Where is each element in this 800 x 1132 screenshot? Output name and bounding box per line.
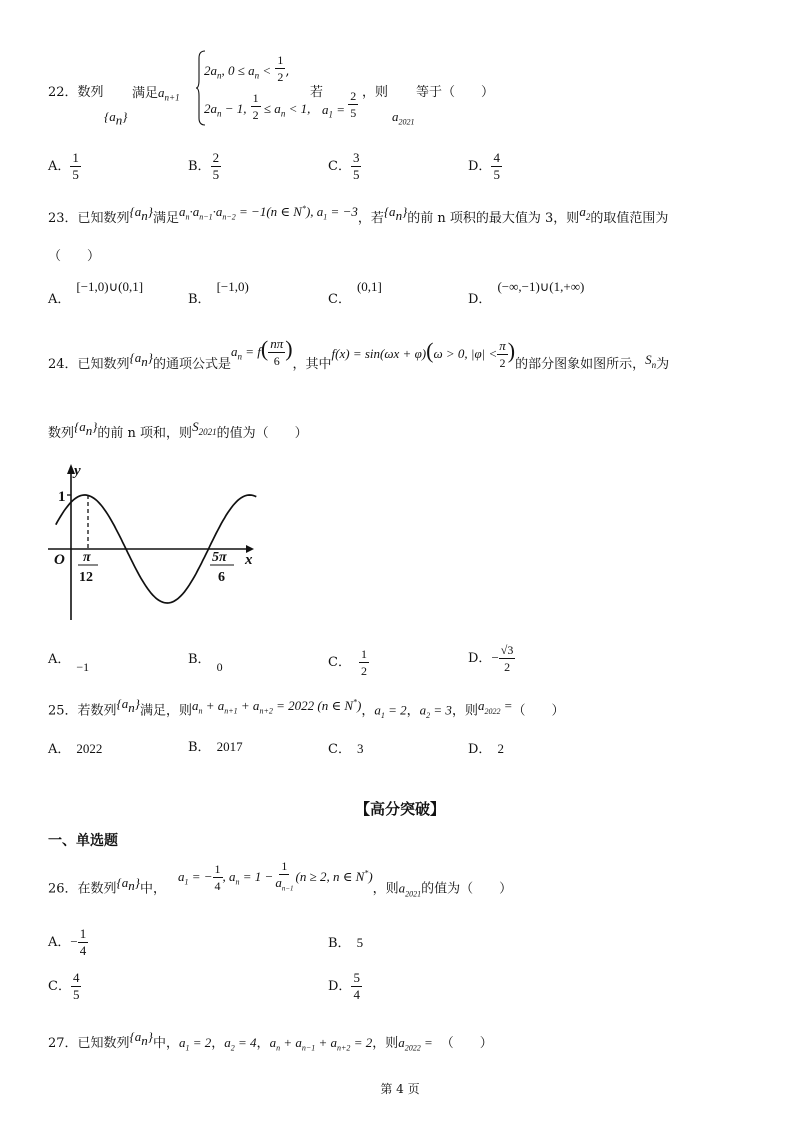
- q26-option-c[interactable]: C． $\frac{4}{5}$: [48, 970, 80, 1002]
- q26-option-b[interactable]: B． 5: [328, 935, 364, 951]
- q25-option-c[interactable]: C． 3: [328, 741, 364, 757]
- origin-label: O: [54, 552, 65, 568]
- q22-seq: $\{a_n\}$: [104, 109, 128, 128]
- q25-option-b[interactable]: B． 2017: [188, 739, 243, 755]
- q22-option-b[interactable]: B． $\frac{2}{5}$: [188, 150, 220, 182]
- q22-stem: [48, 84, 104, 102]
- q26-option-a[interactable]: A．− $\frac{1}{4}$: [48, 926, 87, 958]
- q23-option-b[interactable]: B．[−1,0): [188, 279, 249, 307]
- q22-option-a[interactable]: A． $\frac{1}{5}$: [48, 150, 79, 182]
- section-title: 【高分突破】: [354, 800, 445, 818]
- x-tick-5pi-num: 5π: [212, 550, 227, 565]
- q22-target: $a_{2021}$: [392, 109, 415, 127]
- x-axis-label: x: [245, 552, 253, 568]
- q22-case1: $2a_n$, $0 \le a_n$ < $\frac{1}{2}$ ,: [204, 53, 290, 84]
- q26-stem: 26．在数列$\{a_n\}$中，$a_1$ = − $\frac{1}{4}$ , $a_n = 1$ − $\frac{1}{a_{n-1}}$ (n ≥ 2, n ∈ N*)，则$a_{2021}$的值为（ ）: [48, 859, 513, 899]
- q23-option-c[interactable]: C．(0,1]: [328, 279, 382, 307]
- y-one-label: 1: [58, 489, 66, 505]
- sine-graph: [40, 460, 270, 628]
- q23-option-a[interactable]: A．[−1,0)∪(0,1]: [48, 279, 144, 307]
- q24-option-c[interactable]: C． $\frac{1}{2}$: [328, 647, 367, 678]
- q24-f-formula: f(x) = sin(ωx + φ)(ω > 0, |φ| < $\frac{\pi}{2}$ ): [331, 338, 516, 370]
- x-tick-5pi-den: 6: [218, 570, 225, 585]
- q24-stem-line1: 24．已知数列$\{a_n\}$的通项公式是$a_n = f$( $\frac{n\pi}{6}$ )，其中f(x) = sin(ωx + φ)(ω > 0, |φ| < $\frac{\pi}{2}$ )的部分图象如图所示，$S_n$为: [48, 336, 670, 372]
- q22-a1-frac: $\frac{2}{5}$: [350, 89, 357, 120]
- q22-option-c[interactable]: C． $\frac{3}{5}$: [328, 150, 360, 182]
- q22-then: ，则: [362, 85, 389, 100]
- page-footer: 第 4 页: [380, 1082, 420, 1096]
- q24-an-formula: $a_n = f$( $\frac{n\pi}{6}$ ): [230, 336, 293, 368]
- y-axis-label: y: [74, 463, 81, 479]
- q22-number: 22．数列: [48, 85, 104, 100]
- q23-option-d[interactable]: D．(−∞,−1)∪(1,+∞): [468, 279, 585, 307]
- q24-option-d[interactable]: D．− $\frac{√3}{2}$: [468, 643, 514, 674]
- part-label: 一、单选题: [48, 833, 118, 849]
- q24-stem-line2: 数列$\{a_n\}$的前 n 项和，则$S_{2021}$的值为（ ）: [48, 419, 308, 441]
- q23-formula: $a_n\cdot a_{n-1}\cdot a_{n-2} = -1(n$ ∈ N*), $a_1 = -3$: [178, 204, 358, 222]
- q22-case2: $2a_n - 1$, $\frac{1}{2}$ ≤ $a_n < 1$,: [204, 91, 311, 122]
- q24-option-b[interactable]: B． 0: [188, 652, 223, 674]
- q22-case2-frac: $\frac{1}{2}$: [252, 91, 259, 122]
- q22-ask: 等于（ ）: [416, 85, 495, 100]
- q23-paren: （ ）: [48, 249, 101, 264]
- q22-a1: $a_1$ = $\frac{2}{5}$: [322, 89, 357, 120]
- q25-stem: 25．若数列$\{a_n\}$满足，则$a_n + a_{n+1} + a_{n+2} = 2022$ (n ∈ N*)，$a_1 = 2$，$a_2 = 3$，则$a_{2022}$ =（ ）: [48, 696, 565, 720]
- q25-option-a[interactable]: A． 2022: [48, 741, 103, 757]
- q22-case1-frac: $\frac{1}{2}$: [277, 53, 284, 84]
- q25-formula: $a_n + a_{n+1} + a_{n+2} = 2022$ (n ∈ N*): [191, 698, 362, 716]
- q22-option-d[interactable]: D． $\frac{4}{5}$: [468, 150, 500, 182]
- q23-stem: 23．已知数列$\{a_n\}$满足$a_n\cdot a_{n-1}\cdot a_{n-2} = -1(n$ ∈ N*), $a_1 = -3$，若$\{a_n\}$的前 n 项积的最大值为 3，则$a_2$的取值范围为: [48, 204, 669, 226]
- q22-if: 若: [310, 85, 324, 100]
- q27-stem: 27．已知数列$\{a_n\}$中，$a_1 = 2$，$a_2 = 4$，$a_n + a_{n-1} + a_{n+2} = 2$，则$a_{2022}$ = （ ）: [48, 1029, 493, 1053]
- x-tick-pi-den: 12: [79, 570, 93, 585]
- q22-cond: 满足$a_{n+1}$: [132, 85, 180, 103]
- q26-formula: $a_1$ = − $\frac{1}{4}$ , $a_n = 1$ − $\frac{1}{a_{n-1}}$ (n ≥ 2, n ∈ N*): [177, 859, 373, 893]
- q26-option-d[interactable]: D． $\frac{5}{4}$: [328, 970, 360, 1002]
- x-tick-pi-num: π: [83, 550, 91, 565]
- q25-option-d[interactable]: D． 2: [468, 741, 504, 757]
- q24-option-a[interactable]: A． −1: [48, 652, 90, 674]
